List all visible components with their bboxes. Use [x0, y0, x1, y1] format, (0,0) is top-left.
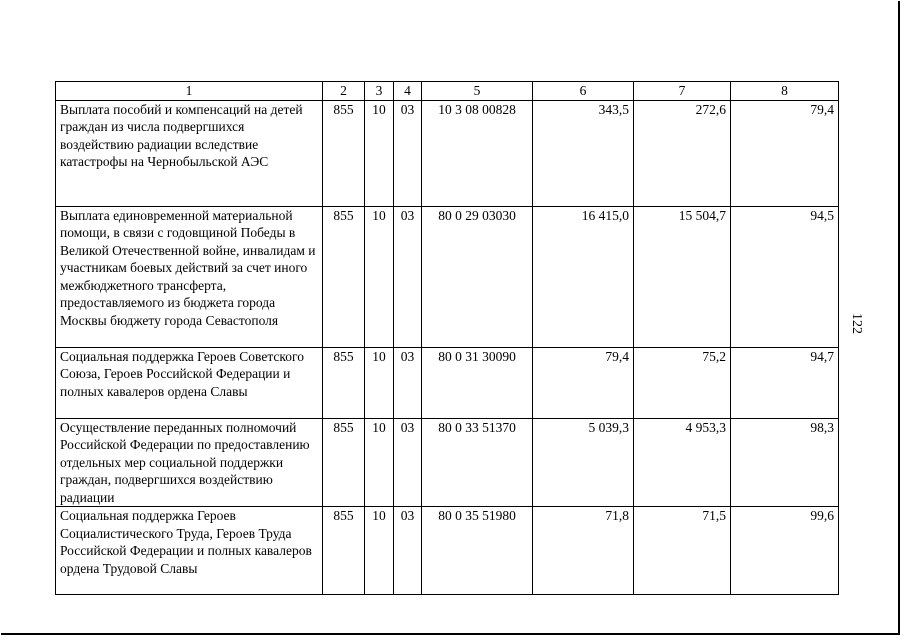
row-code-3: 10 [365, 418, 394, 507]
row-code-5: 80 0 33 51370 [422, 418, 533, 507]
row-code-5: 10 3 08 00828 [422, 100, 533, 206]
header-col-1: 1 [56, 82, 323, 101]
row-name: Осуществление переданных полномочий Российской Федерации по предоставлению отдельных мер социальной поддержки граждан, подвергшихся воздействию радиации [56, 418, 323, 507]
row-value-7: 272,6 [634, 100, 731, 206]
header-col-3: 3 [365, 82, 394, 101]
header-col-5: 5 [422, 82, 533, 101]
row-code-4: 03 [394, 507, 422, 595]
row-value-8: 99,6 [731, 507, 839, 595]
row-value-6: 343,5 [533, 100, 634, 206]
header-col-4: 4 [394, 82, 422, 101]
row-code-3: 10 [365, 100, 394, 206]
row-code-3: 10 [365, 206, 394, 347]
row-value-6: 5 039,3 [533, 418, 634, 507]
row-value-6: 16 415,0 [533, 206, 634, 347]
table-row [56, 418, 839, 507]
row-value-7: 15 504,7 [634, 206, 731, 347]
page-number: 122 [849, 313, 864, 334]
table-row [56, 100, 839, 206]
row-code-5: 80 0 35 51980 [422, 507, 533, 595]
row-value-6: 79,4 [533, 347, 634, 418]
row-name: Социальная поддержка Героев Советского Союза, Героев Российской Федерации и полных кавалеров ордена Славы [56, 347, 323, 418]
row-value-6: 71,8 [533, 507, 634, 595]
row-code-2: 855 [323, 418, 365, 507]
row-code-2: 855 [323, 507, 365, 595]
row-code-5: 80 0 29 03030 [422, 206, 533, 347]
row-code-4: 03 [394, 347, 422, 418]
row-value-8: 98,3 [731, 418, 839, 507]
row-code-2: 855 [323, 100, 365, 206]
header-col-8: 8 [731, 82, 839, 101]
row-code-2: 855 [323, 347, 365, 418]
row-value-8: 94,5 [731, 206, 839, 347]
row-name: Выплата единовременной материальной помощи, в связи с годовщиной Победы в Великой Отечественной войне, инвалидам и участникам боевых действий за счет иного межбюджетного трансферта, предоставляемого из бюджета города Москвы бюджету города Севастополя [56, 206, 323, 347]
header-col-2: 2 [323, 82, 365, 101]
row-code-2: 855 [323, 206, 365, 347]
row-value-8: 94,7 [731, 347, 839, 418]
row-value-8: 79,4 [731, 100, 839, 206]
row-value-7: 4 953,3 [634, 418, 731, 507]
header-row [56, 82, 839, 101]
row-code-5: 80 0 31 30090 [422, 347, 533, 418]
row-name: Социальная поддержка Героев Социалистического Труда, Героев Труда Российской Федерации и полных кавалеров ордена Трудовой Славы [56, 507, 323, 595]
table-row [56, 507, 839, 595]
row-code-3: 10 [365, 347, 394, 418]
header-col-7: 7 [634, 82, 731, 101]
table-row [56, 206, 839, 347]
header-col-6: 6 [533, 82, 634, 101]
row-code-4: 03 [394, 418, 422, 507]
row-value-7: 75,2 [634, 347, 731, 418]
row-value-7: 71,5 [634, 507, 731, 595]
row-code-4: 03 [394, 206, 422, 347]
budget-table [55, 81, 839, 595]
row-code-4: 03 [394, 100, 422, 206]
row-name: Выплата пособий и компенсаций на детей граждан из числа подвергшихся воздействию радиации вследствие катастрофы на Чернобыльской АЭС [56, 100, 323, 206]
row-code-3: 10 [365, 507, 394, 595]
table-row [56, 347, 839, 418]
